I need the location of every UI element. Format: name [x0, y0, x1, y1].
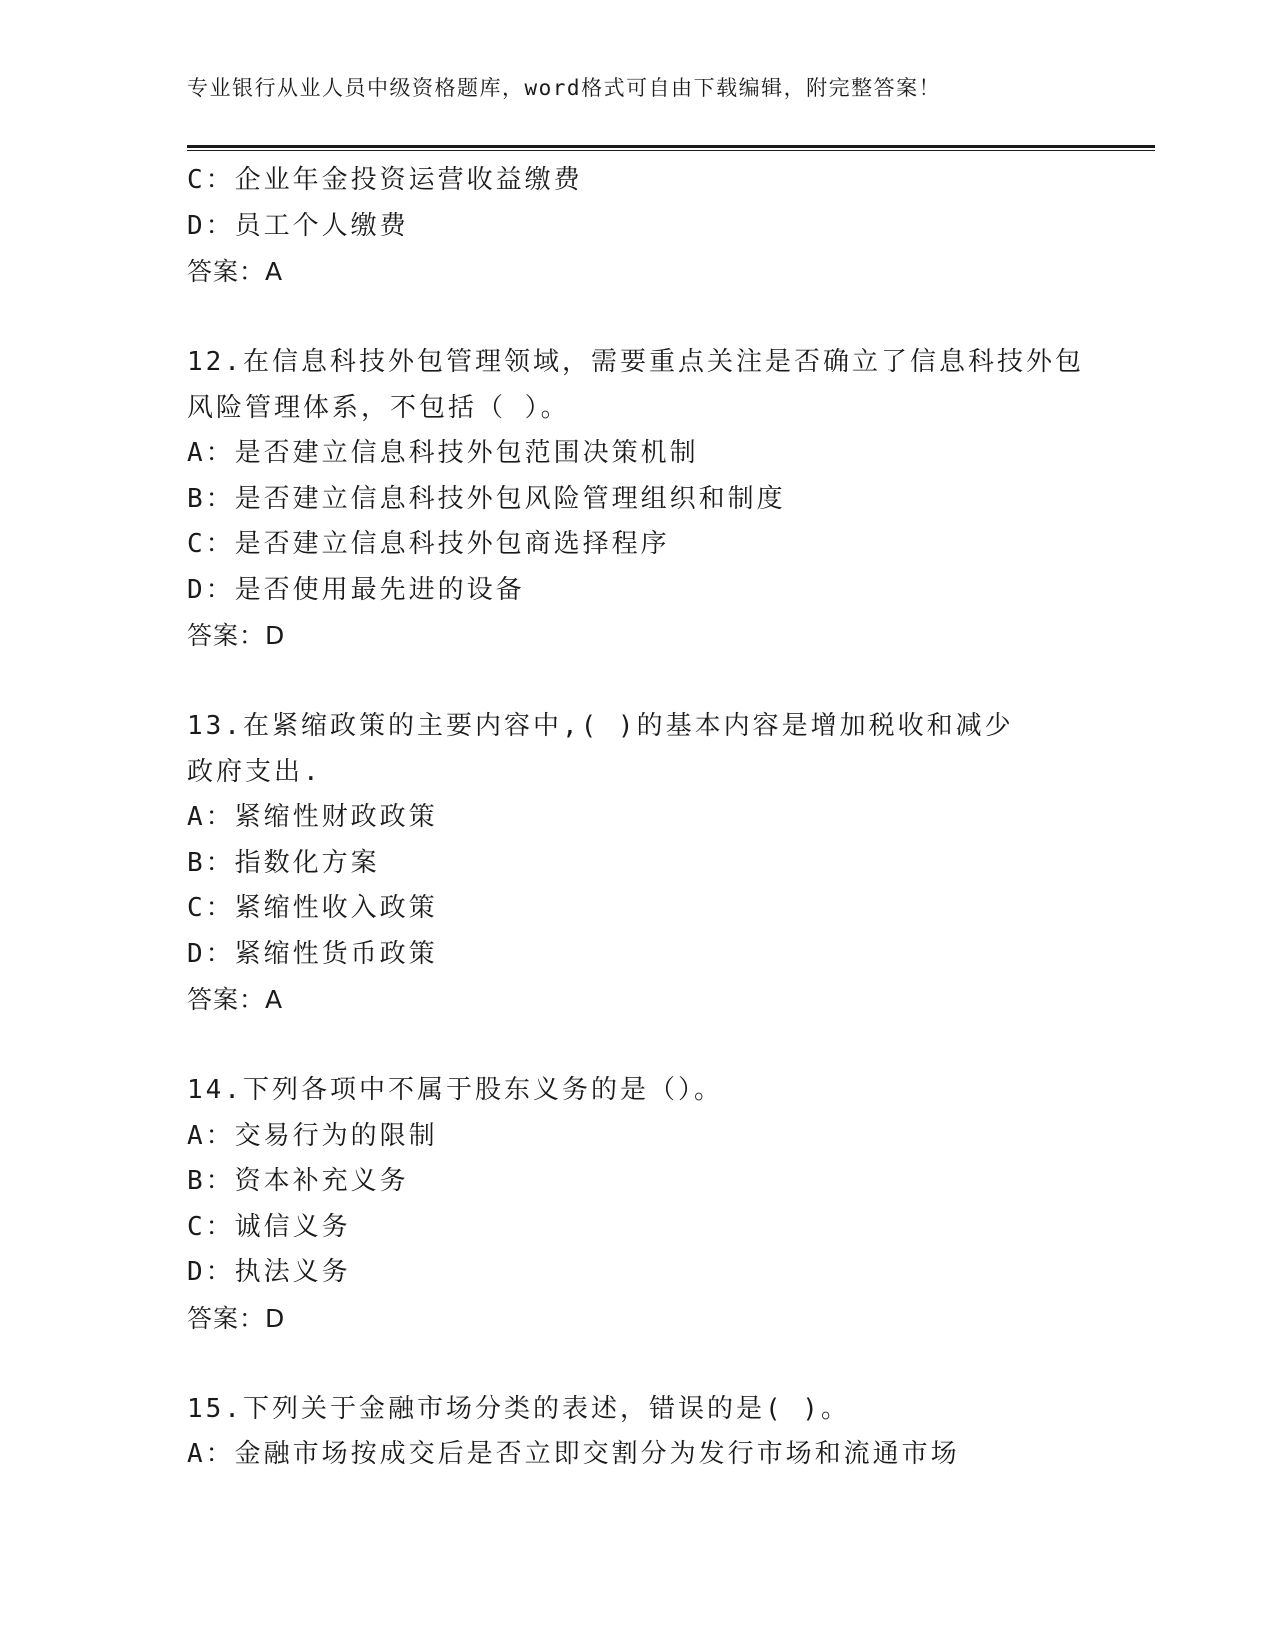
question-12: [187, 340, 1117, 659]
answer-line: 答案：A: [187, 257, 284, 286]
question-15: [187, 1387, 1117, 1478]
option-a: A：紧缩性财政政策: [187, 802, 438, 832]
carryover-block: [187, 158, 1117, 295]
question-13: [187, 704, 1117, 1023]
question-stem: 15.下列关于金融市场分类的表述，错误的是( )。: [187, 1393, 850, 1424]
option-c: C：诚信义务: [187, 1211, 351, 1242]
option-a: A：交易行为的限制: [187, 1120, 438, 1151]
page-header: 专业银行从业人员中级资格题库，word格式可自由下载编辑，附完整答案！: [187, 76, 942, 100]
spacer: [187, 1023, 1117, 1069]
option-c: C：企业年金投资运营收益缴费: [187, 165, 583, 195]
option-d: D：执法义务: [187, 1257, 351, 1287]
option-b: B：资本补充义务: [187, 1166, 409, 1196]
question-14: [187, 1068, 1117, 1341]
option-b: B：是否建立信息科技外包风险管理组织和制度: [187, 483, 786, 514]
option-a: A：是否建立信息科技外包范围决策机制: [187, 438, 699, 468]
spacer: [187, 659, 1117, 705]
option-d: D：员工个人缴费: [187, 210, 409, 241]
option-b: B：指数化方案: [187, 847, 380, 878]
option-c: C：紧缩性收入政策: [187, 893, 438, 923]
spacer: [187, 1341, 1117, 1387]
question-stem: 政府支出.: [187, 756, 322, 787]
option-d: D：是否使用最先进的设备: [187, 574, 525, 605]
option-c: C：是否建立信息科技外包商选择程序: [187, 529, 670, 559]
option-a: A：金融市场按成交后是否立即交割分为发行市场和流通市场: [187, 1439, 960, 1469]
option-d: D：紧缩性货币政策: [187, 938, 438, 969]
answer-line: 答案：A: [187, 985, 284, 1014]
answer-line: 答案：D: [187, 1303, 286, 1333]
question-stem: 14.下列各项中不属于股东义务的是（）。: [187, 1075, 723, 1105]
question-content: [187, 158, 1117, 1478]
question-stem: 12.在信息科技外包管理领域，需要重点关注是否确立了信息科技外包: [187, 347, 1084, 377]
header-divider: [187, 145, 1155, 151]
answer-line: 答案：D: [187, 621, 286, 650]
question-stem: 13.在紧缩政策的主要内容中,( )的基本内容是增加税收和减少: [187, 711, 1014, 741]
spacer: [187, 295, 1117, 341]
question-stem: 风险管理体系，不包括（ ）。: [187, 392, 570, 423]
